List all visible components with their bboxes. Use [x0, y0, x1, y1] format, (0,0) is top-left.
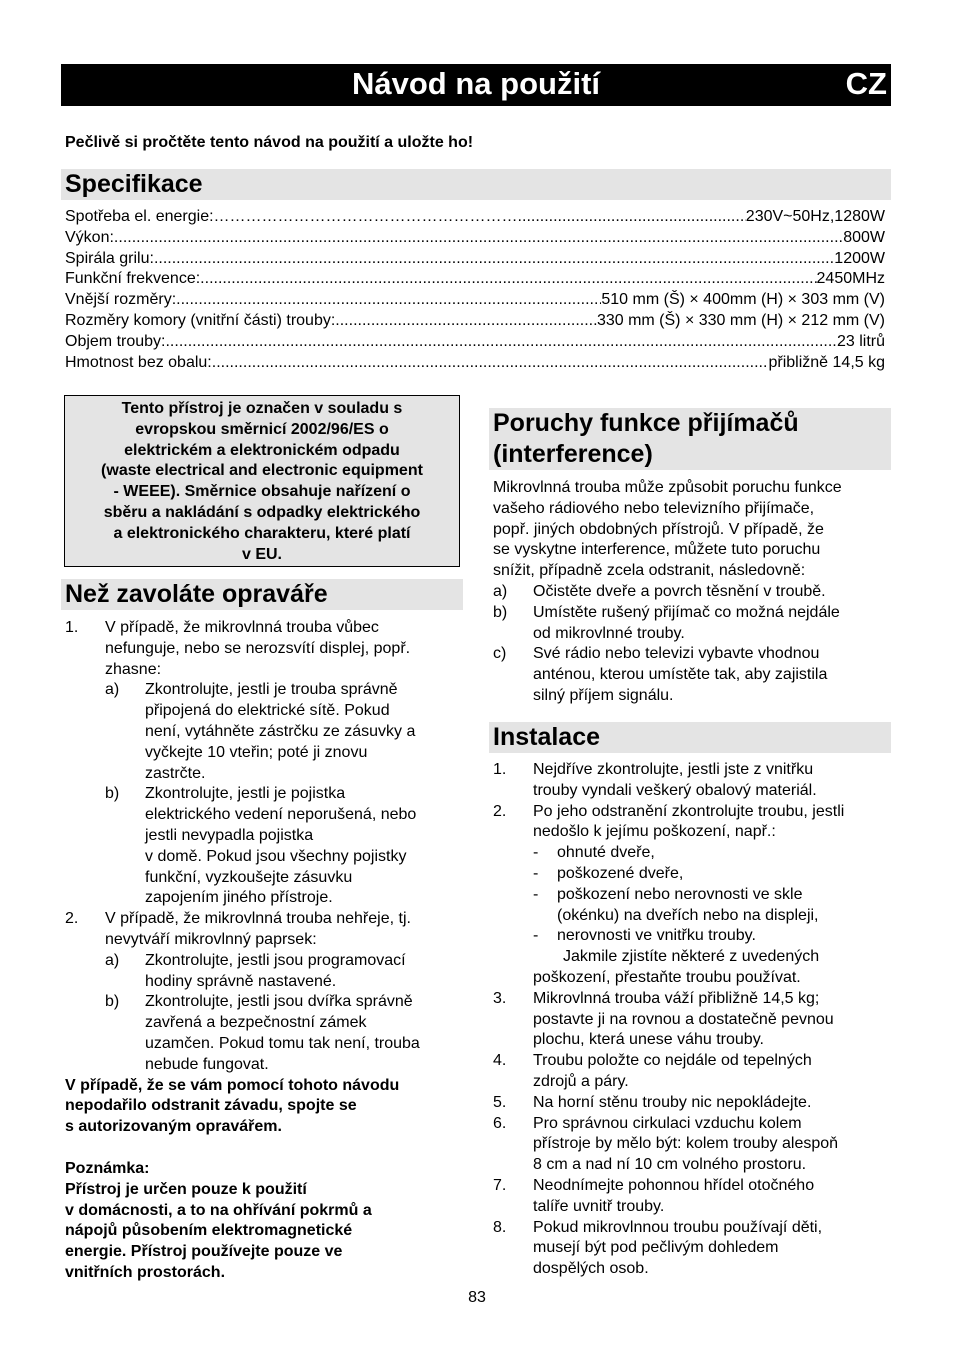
install-item-number: 3.: [493, 989, 507, 1007]
weee-notice: [64, 395, 460, 567]
install-heading: Instalace: [489, 722, 891, 753]
dash-bullet: -: [533, 885, 539, 903]
repair-subitem-number: b): [105, 785, 120, 803]
repair-item-number: 1.: [65, 619, 79, 636]
weee-line: sběru a nakládání s odpadky elektrického: [103, 503, 421, 521]
interference-intro-line: vašeho rádiového nebo televizního přijímače,: [493, 499, 815, 517]
weee-line: evropskou směrnicí 2002/96/ES o: [135, 420, 389, 438]
install-item-line: 8 cm a nad ní 10 cm volného prostoru.: [533, 1156, 807, 1174]
install-item-line: přístroje by mělo být: kolem trouby alespoň: [533, 1135, 839, 1153]
page-number: 83: [468, 1289, 486, 1306]
repair-subitem-line: jestli nevypadla pojistka: [145, 826, 314, 844]
spec-value: 2450MHz: [816, 270, 885, 288]
interference-item: [493, 582, 893, 603]
repair-item-line: nevytváří mikrovlnný paprsek:: [105, 930, 317, 948]
repair-subitem-number: a): [105, 951, 120, 969]
repair-subitem-line: elektrického vedení neporušená, nebo: [145, 806, 417, 824]
install-item-line: Neodnímejte pohonnou hřídel otočného: [533, 1176, 815, 1194]
interference-item-line: od mikrovlnné trouby.: [533, 624, 685, 642]
spec-row: [65, 353, 885, 374]
install-dash-item: [493, 926, 893, 947]
spec-row: [65, 290, 885, 311]
install-dash-item: [493, 864, 893, 885]
install-item-line: nedošlo k jejímu poškození, např.:: [533, 823, 776, 841]
repair-subitem-line: Zkontrolujte, jestli jsou dvířka správně: [145, 993, 413, 1011]
interference-title-line: Poruchy funkce přijímačů: [493, 409, 799, 437]
repair-subitem-line: uzamčen. Pokud tomu tak není, trouba: [145, 1034, 420, 1052]
interference-item-number: b): [493, 603, 508, 621]
spec-value: 800W: [843, 228, 885, 246]
weee-line: v EU.: [241, 545, 282, 563]
interference-intro-line: Mikrovlnná trouba může způsobit poruchu funkce: [493, 479, 842, 496]
install-item-line: dospělých osob.: [533, 1260, 649, 1278]
spec-value: 510 mm (Š) × 400mm (H) × 303 mm (V): [601, 291, 885, 309]
interference-item-line: Očistěte dveře a povrch těsnění v troubě.: [533, 582, 826, 600]
install-dash-line: (okénku) na dveřích nebo na displeji,: [557, 906, 819, 924]
install-item-number: 7.: [493, 1176, 507, 1194]
install-item: [493, 989, 893, 1051]
install-item-line: Pro správnou cirkulaci vzduchu kolem: [533, 1114, 802, 1132]
install-item-number: 8.: [493, 1218, 507, 1236]
spec-dots: [212, 353, 769, 374]
note-line: Přístroj je určen pouze k použití: [65, 1180, 307, 1198]
install-item-line: Po jeho odstranění zkontrolujte troubu, jestli: [533, 802, 845, 820]
spec-value: 230V~50Hz,1280W: [745, 208, 885, 225]
install-dash-item: [493, 843, 893, 864]
repair-subitem-line: hodiny správně nastavené.: [145, 972, 337, 990]
repair-subitem-line: Zkontrolujte, jestli je pojistka: [145, 785, 346, 803]
install-item-number: 1.: [493, 761, 507, 778]
install-item: [493, 1176, 893, 1218]
interference-section: [493, 478, 893, 707]
spec-row: [65, 332, 885, 353]
interference-item: [493, 644, 893, 706]
dash-bullet: -: [533, 864, 539, 882]
install-item-number: 5.: [493, 1093, 507, 1111]
install-item-number: 4.: [493, 1052, 507, 1070]
spec-label: Objem trouby:: [65, 332, 166, 350]
install-item: [493, 760, 893, 802]
install-after-line: poškození, přestaňte troubu používat.: [533, 968, 801, 986]
spec-value: 23 litrů: [836, 332, 885, 350]
install-item-line: Pokud mikrovlnnou troubu používají děti,: [533, 1218, 823, 1236]
repair-subitem: [65, 784, 465, 909]
repair-item: [65, 909, 465, 951]
language-code: CZ: [845, 66, 887, 101]
install-item-line: musejí být pod pečlivým dohledem: [533, 1239, 779, 1257]
install-item-number: 6.: [493, 1114, 507, 1132]
spec-label: Vnější rozměry:: [65, 291, 177, 309]
install-section: [493, 760, 893, 1280]
header-bar: [61, 64, 891, 106]
install-item-line: Nejdříve zkontrolujte, jestli jste z vnitřku: [533, 761, 814, 778]
install-item: [493, 1093, 893, 1114]
spec-label: Výkon:: [65, 228, 114, 246]
spec-list: [65, 207, 885, 373]
repair-subitem-line: zastrčte.: [145, 764, 206, 782]
repair-heading: Než zavoláte opraváře: [61, 579, 463, 610]
interference-intro-line: snížit, případně zcela odstranit, následovně:: [493, 562, 806, 580]
dash-bullet: -: [533, 927, 539, 945]
repair-subitem-line: v domě. Pokud jsou všechny pojistky: [145, 847, 407, 865]
install-item-line: trouby vyndali veškerý obalový materiál.: [533, 781, 817, 799]
repair-subitem-line: není, vytáhněte zástrčku ze zásuvky a: [145, 722, 416, 740]
install-item-line: Mikrovlnná trouba váží přibližně 14,5 kg;: [533, 989, 820, 1007]
interference-intro-line: popř. jiných obdobných přístrojů. V případě, že: [493, 520, 824, 538]
spec-dots: [335, 311, 597, 332]
interference-heading: [489, 408, 891, 470]
install-item-line: Na horní stěnu trouby nic nepokládejte.: [533, 1093, 812, 1111]
repair-subitem-line: Zkontrolujte, jestli jsou programovací: [145, 951, 406, 969]
interference-item-number: a): [493, 582, 508, 600]
repair-subitem-line: vyčkejte 10 vteřin; poté ji znovu: [145, 743, 368, 761]
weee-line: Tento přístroj je označen v souladu s: [121, 400, 403, 417]
repair-subitem: [65, 992, 465, 1075]
install-item: [493, 1218, 893, 1280]
page-title: Návod na použití: [352, 66, 600, 101]
spec-heading: Specifikace: [61, 169, 891, 200]
install-item-number: 2.: [493, 802, 507, 820]
closing-line: nepodařilo odstranit závadu, spojte se: [65, 1097, 357, 1115]
repair-item-line: V případě, že mikrovlnná trouba vůbec: [105, 619, 379, 636]
repair-subitem-line: zapojením jiného přístroje.: [145, 889, 333, 907]
interference-item: [493, 603, 893, 645]
spec-label: Hmotnost bez obalu:: [65, 353, 212, 371]
interference-item-line: silný příjem signálu.: [533, 686, 674, 704]
install-item-line: Troubu položte co nejdále od tepelných: [533, 1052, 812, 1070]
spec-label: Spirála grilu:: [65, 249, 154, 267]
spec-dots: [518, 207, 746, 228]
install-after-line: Jakmile zjistíte některé z uvedených: [563, 948, 820, 966]
note-line: nápojů působením elektromagnetické: [65, 1222, 353, 1240]
note-line: vnitřních prostorách.: [65, 1263, 226, 1281]
install-item: [493, 802, 893, 844]
spec-label: Rozměry komory (vnitřní části) trouby:: [65, 311, 336, 329]
spec-dots: [200, 269, 816, 290]
repair-section: [65, 618, 465, 1284]
spec-row: [65, 269, 885, 290]
repair-subitem-number: b): [105, 993, 120, 1011]
repair-subitem-line: funkční, vyzkoušejte zásuvku: [145, 868, 353, 886]
spec-value: 1200W: [834, 249, 885, 267]
install-item: [493, 1114, 893, 1176]
dash-bullet: -: [533, 844, 539, 862]
spec-dots: [165, 332, 836, 353]
install-dash-line: nerovnosti ve vnitřku trouby.: [557, 927, 756, 945]
repair-closing: [65, 1076, 465, 1138]
interference-item-line: anténou, kterou umístěte tak, aby zajistila: [533, 666, 828, 684]
repair-subitem: [65, 951, 465, 993]
install-dash-line: poškození nebo nerovnosti ve skle: [557, 885, 803, 903]
spec-dots: [176, 290, 601, 311]
repair-subitem-number: a): [105, 681, 120, 699]
interference-item-line: Své rádio nebo televizi vybavte vhodnou: [533, 645, 820, 663]
interference-title-line: (interference): [493, 440, 653, 468]
install-item-line: postavte ji na rovnou a dostatečně pevnou: [533, 1010, 834, 1028]
interference-item-number: c): [493, 645, 507, 663]
closing-line: V případě, že se vám pomocí tohoto návodu: [65, 1076, 400, 1094]
spec-row: [65, 228, 885, 249]
install-dash-line: ohnuté dveře,: [557, 844, 655, 862]
spec-value: přibližně 14,5 kg: [768, 353, 885, 371]
spec-label: Spotřeba el. energie:…………………………………………………: [65, 208, 518, 225]
intro-text: Pečlivě si pročtěte tento návod na použití a uložte ho!: [65, 134, 474, 151]
note-line: energie. Přístroj používejte pouze ve: [65, 1243, 343, 1261]
weee-line: a elektronického charakteru, které platí: [113, 524, 411, 542]
spec-label: Funkční frekvence:: [65, 270, 201, 288]
note-line: v domácnosti, a to na ohřívání pokrmů a: [65, 1201, 372, 1219]
install-item-line: plochu, která unese váhu trouby.: [533, 1031, 764, 1049]
install-after: [493, 947, 893, 989]
weee-line: (waste electrical and electronic equipment: [101, 462, 423, 480]
spec-dots: [114, 228, 843, 249]
repair-subitem: [65, 680, 465, 784]
install-item-line: zdrojů a páry.: [533, 1072, 629, 1090]
repair-note: [65, 1159, 465, 1284]
install-dash-line: poškozené dveře,: [557, 864, 684, 882]
repair-item-line: V případě, že mikrovlnná trouba nehřeje, tj.: [105, 910, 411, 928]
repair-subitem-line: zavřená a bezpečnostní zámek: [145, 1014, 367, 1032]
spec-row: [65, 311, 885, 332]
repair-item-number: 2.: [65, 910, 79, 928]
spec-row: [65, 249, 885, 270]
repair-subitem-line: Zkontrolujte, jestli je trouba správně: [145, 681, 398, 699]
repair-item-line: zhasne:: [105, 660, 162, 678]
repair-item-line: nefunguje, nebo se nerozsvítí displej, popř.: [105, 639, 411, 657]
note-line: Poznámka:: [65, 1159, 150, 1177]
interference-intro-line: se vyskytne interference, můžete tuto poruchu: [493, 541, 821, 559]
install-item-line: talíře uvnitř trouby.: [533, 1197, 665, 1215]
repair-subitem-line: nebude fungovat.: [145, 1055, 269, 1073]
closing-line: s autorizovaným opravářem.: [65, 1118, 282, 1136]
spec-row: [65, 207, 885, 228]
repair-item: [65, 618, 465, 680]
weee-line: elektrickém a elektronickém odpadu: [124, 441, 400, 459]
install-dash-item: [493, 885, 893, 927]
spec-value: 330 mm (Š) × 330 mm (H) × 212 mm (V): [596, 311, 885, 329]
install-item: [493, 1051, 893, 1093]
spec-dots: [154, 249, 834, 270]
interference-item-line: Umístěte rušený přijímač co možná nejdále: [533, 603, 840, 621]
repair-subitem-line: připojená do elektrické sítě. Pokud: [145, 702, 390, 720]
weee-line: - WEEE). Směrnice obsahuje nařízení o: [113, 483, 411, 501]
